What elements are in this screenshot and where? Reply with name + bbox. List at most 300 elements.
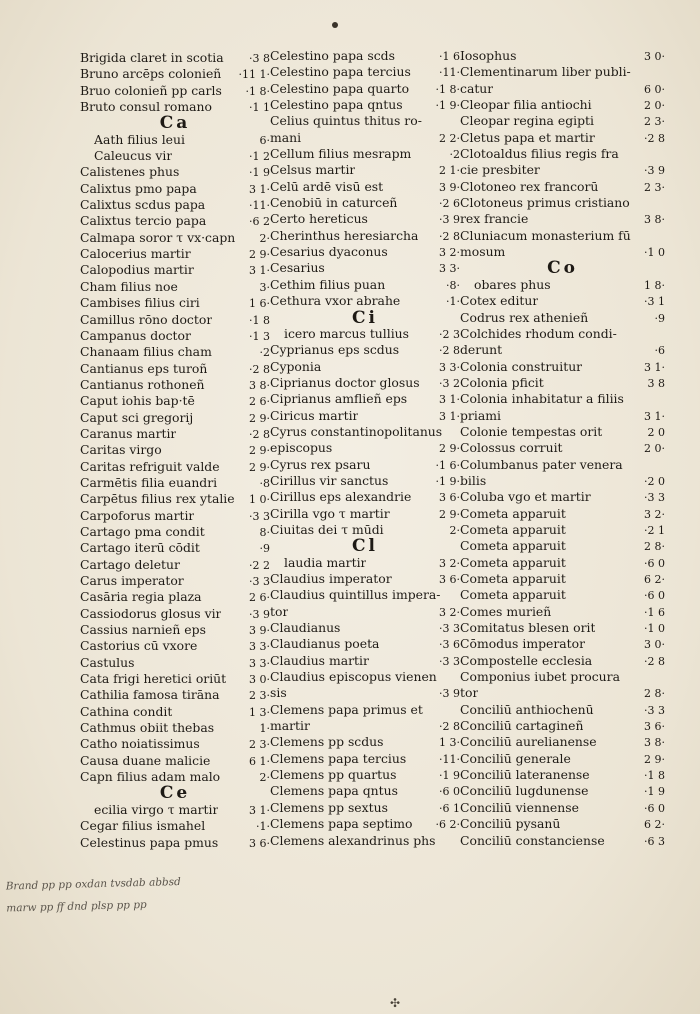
index-entry: [460, 489, 665, 505]
index-entry: [460, 620, 665, 636]
entry-reference: ·3 3: [439, 654, 460, 668]
index-entry: [270, 457, 460, 473]
section-heading: [460, 260, 665, 276]
entry-name: Cellum filius mesrapm: [270, 146, 412, 162]
entry-name: Cleopar regina egipti: [460, 113, 594, 129]
index-entry: [270, 179, 460, 195]
entry-reference: ·2 2: [249, 558, 270, 572]
entry-reference: 2 3·: [249, 738, 270, 752]
index-entry: [80, 704, 270, 720]
entry-name: Cegar filius ismahel: [80, 818, 206, 834]
entry-name: Cathina condit: [80, 703, 173, 719]
index-entry: [80, 279, 270, 295]
index-entry: [460, 751, 665, 767]
entry-name: Conciliū anthiochenū: [460, 701, 594, 717]
entry-name: Camillus rōno doctor: [80, 311, 213, 327]
index-entry: [80, 671, 270, 687]
index-entry: [80, 491, 270, 507]
entry-reference: 3 9·: [249, 624, 270, 638]
entry-reference: 6·: [259, 133, 270, 147]
index-entry: [460, 538, 665, 554]
index-entry: [270, 669, 460, 685]
index-entry: [460, 604, 665, 620]
section-heading-text: Ci: [352, 309, 378, 326]
index-entry: [270, 97, 460, 113]
entry-reference: ·3 9: [644, 164, 665, 178]
index-entry: [460, 130, 665, 146]
index-entry: [80, 769, 270, 785]
index-entry: [460, 522, 665, 538]
entry-name: Cethura vxor abrahe: [270, 293, 401, 309]
entry-name: cie presbiter: [460, 162, 540, 178]
entry-reference: ·1 8: [249, 313, 270, 327]
index-entry: [80, 622, 270, 638]
entry-name: Bruo colonieñ pp carls: [80, 82, 222, 98]
entry-reference: 3 3·: [439, 360, 460, 374]
index-column-2: [270, 48, 460, 849]
entry-reference: 3 8·: [644, 736, 665, 750]
entry-reference: ·3 3: [249, 509, 270, 523]
entry-reference: 2 9·: [249, 444, 270, 458]
entry-reference: 1 3·: [249, 705, 270, 719]
index-entry: [80, 132, 270, 148]
entry-reference: 2 9·: [249, 248, 270, 262]
entry-name: Campanus doctor: [80, 327, 191, 343]
entry-name: Componius iubet procura: [460, 669, 620, 685]
entry-name: ecilia virgo τ martir: [94, 801, 219, 817]
entry-name: Cirillus vir sanctus: [270, 472, 389, 488]
index-entry: [270, 702, 460, 718]
entry-reference: 3 1·: [439, 409, 460, 423]
index-entry: [80, 262, 270, 278]
entry-name: Cometa apparuit: [460, 554, 566, 570]
entry-reference: 2 9·: [249, 460, 270, 474]
entry-name: Bruno arcēps colonieñ: [80, 66, 222, 82]
index-entry: [80, 197, 270, 213]
entry-name: tor: [270, 603, 289, 619]
index-column-1: [80, 50, 270, 851]
index-entry: [80, 393, 270, 409]
entry-reference: ·2 8: [644, 654, 665, 668]
entry-name: Cesarius dyaconus: [270, 244, 388, 260]
index-entry: [270, 342, 460, 358]
entry-reference: ·2 8: [249, 362, 270, 376]
index-entry: [270, 375, 460, 391]
entry-reference: ·6 2·: [435, 818, 460, 832]
entry-name: Cometa apparuit: [460, 587, 566, 603]
entry-name: Cyprianus eps scdus: [270, 342, 400, 358]
index-entry: [80, 295, 270, 311]
index-entry: [80, 312, 270, 328]
index-entry: [460, 97, 665, 113]
entry-name: Cartago iterū cōdit: [80, 540, 200, 556]
entry-name: Capn filius adam malo: [80, 769, 221, 785]
entry-reference: ·3 3: [644, 703, 665, 717]
entry-name: Cletus papa et martir: [460, 129, 595, 145]
entry-reference: ·3 3: [644, 491, 665, 505]
section-heading: [80, 115, 270, 131]
entry-name: Calixtus scdus papa: [80, 197, 206, 213]
entry-name: Cata frigi heretici oriūt: [80, 671, 227, 687]
index-entry: [270, 620, 460, 636]
index-entry: [80, 148, 270, 164]
entry-reference: ·2: [259, 346, 270, 360]
index-entry: [270, 130, 460, 146]
index-entry: [270, 587, 460, 603]
entry-reference: ·6 0: [439, 785, 460, 799]
entry-name: Colonia construitur: [460, 358, 583, 374]
entry-reference: ·3 9: [439, 213, 460, 227]
entry-reference: ·1·: [256, 820, 270, 834]
entry-name: derunt: [460, 342, 503, 358]
entry-name: Cometa apparuit: [460, 521, 566, 537]
entry-name: Ciuitas dei τ mūdi: [270, 521, 384, 537]
index-entry: [460, 767, 665, 783]
entry-reference: 3 9·: [439, 180, 460, 194]
entry-name: Cathilia famosa tirāna: [80, 687, 220, 703]
entry-reference: 1 6·: [249, 297, 270, 311]
entry-reference: ·6: [654, 344, 665, 358]
entry-name: Bruto consul romano: [80, 99, 212, 115]
section-heading-text: Ca: [159, 115, 191, 132]
index-entry: [80, 361, 270, 377]
entry-reference: ·11·: [249, 199, 270, 213]
entry-name: Cesarius: [270, 260, 325, 276]
index-entry: [270, 767, 460, 783]
entry-name: Certo hereticus: [270, 211, 368, 227]
entry-name: rex francie: [460, 211, 529, 227]
handwritten-marginal-notes: [5, 868, 276, 919]
index-entry: [460, 408, 665, 424]
entry-reference: 8·: [259, 525, 270, 539]
index-entry: [460, 636, 665, 652]
entry-reference: ·6 0: [644, 589, 665, 603]
index-entry: [270, 833, 460, 849]
entry-reference: 3 3·: [249, 656, 270, 670]
entry-name: Celestinus papa pmus: [80, 834, 219, 850]
entry-reference: 3 6·: [439, 491, 460, 505]
entry-reference: 3 2·: [439, 605, 460, 619]
entry-name: Cyrus constantinopolitanus: [270, 423, 443, 439]
index-entry: [270, 244, 460, 260]
index-entry: [270, 636, 460, 652]
entry-name: Cyrus rex psaru: [270, 456, 371, 472]
entry-name: Clemens papa tercius: [270, 750, 407, 766]
entry-reference: ·2 0: [644, 474, 665, 488]
entry-name: Cartago deletur: [80, 556, 180, 572]
index-entry: [270, 277, 460, 293]
entry-name: Caput iohis bap·tē: [80, 393, 195, 409]
entry-reference: ·3 6: [439, 638, 460, 652]
entry-reference: ·2 8: [439, 229, 460, 243]
note-line-1: Brand pp pp oxdan tvsdab abbsd: [5, 875, 181, 893]
entry-name: Casāria regia plaza: [80, 589, 202, 605]
entry-reference: ·1 6: [439, 50, 460, 63]
entry-reference: 1·: [259, 722, 270, 736]
index-entry: [460, 310, 665, 326]
entry-name: Celestino papa quarto: [270, 80, 410, 96]
section-heading-text: Cl: [352, 538, 378, 555]
index-entry: [80, 835, 270, 851]
entry-name: Ciprianus amflieñ eps: [270, 391, 408, 407]
entry-name: Ciprianus doctor glosus: [270, 374, 420, 390]
index-entry: [460, 424, 665, 440]
entry-reference: 2 2·: [439, 131, 460, 145]
entry-reference: 2 0·: [644, 99, 665, 113]
entry-reference: ·2 3: [439, 327, 460, 341]
index-entry: [80, 687, 270, 703]
entry-reference: ·2: [449, 148, 460, 162]
index-entry: [270, 783, 460, 799]
index-entry: [80, 83, 270, 99]
entry-name: Cōmodus imperator: [460, 636, 586, 652]
index-entry: [270, 359, 460, 375]
index-entry: [270, 408, 460, 424]
index-entry: [80, 164, 270, 180]
entry-reference: ·1 9: [644, 785, 665, 799]
entry-name: Cyponia: [270, 358, 322, 374]
entry-name: Cometa apparuit: [460, 538, 566, 554]
index-entry: [460, 48, 665, 64]
index-entry: [80, 344, 270, 360]
entry-name: Celestino papa qntus: [270, 97, 403, 113]
entry-name: Clemens pp sextus: [270, 799, 388, 815]
index-entry: [270, 195, 460, 211]
entry-name: obares phus: [474, 276, 551, 292]
entry-reference: ·1 9·: [435, 474, 460, 488]
entry-name: Celestino papa tercius: [270, 64, 411, 80]
entry-reference: ·2 8: [439, 344, 460, 358]
entry-name: mani: [270, 129, 302, 145]
index-entry: [460, 571, 665, 587]
index-entry: [270, 162, 460, 178]
section-heading: [80, 785, 270, 801]
entry-name: Columbanus pater venera: [460, 456, 623, 472]
index-entry: [460, 800, 665, 816]
entry-reference: ·1 2: [249, 150, 270, 164]
entry-reference: 2 3·: [644, 115, 665, 129]
index-entry: [80, 410, 270, 426]
entry-reference: ·9: [654, 311, 665, 325]
entry-name: Claudius imperator: [270, 571, 392, 586]
entry-name: Colossus corruit: [460, 440, 563, 456]
index-entry: [270, 506, 460, 522]
entry-reference: ·1 6·: [435, 458, 460, 472]
entry-name: Clemens alexandrinus phs: [270, 832, 436, 848]
entry-reference: ·3 3: [439, 622, 460, 636]
entry-reference: ·1 0: [644, 246, 665, 260]
index-entry: [270, 522, 460, 538]
index-entry: [460, 702, 665, 718]
entry-name: Clementinarum liber publi-: [460, 64, 631, 80]
entry-reference: ·1 1: [249, 101, 270, 115]
entry-reference: ·3 2: [439, 376, 460, 390]
entry-name: Claudius episcopus vienen: [270, 669, 437, 685]
entry-name: priami: [460, 407, 501, 423]
entry-name: Cartago pma condit: [80, 523, 205, 539]
entry-name: Cassius narnieñ eps: [80, 622, 206, 638]
index-entry: [270, 293, 460, 309]
entry-name: Cenobiū in caturceñ: [270, 195, 398, 211]
index-entry: [460, 81, 665, 97]
index-entry: [460, 653, 665, 669]
entry-name: Cometa apparuit: [460, 505, 566, 521]
entry-reference: ·3 9: [439, 687, 460, 701]
index-entry: [270, 751, 460, 767]
entry-name: Carus imperator: [80, 573, 184, 588]
index-entry: [460, 195, 665, 211]
entry-name: Conciliū generale: [460, 750, 571, 766]
entry-reference: 3 0·: [644, 638, 665, 652]
index-entry: [460, 326, 665, 342]
index-entry: [460, 391, 665, 407]
entry-name: Calopodius martir: [80, 262, 194, 278]
entry-reference: 2 9·: [249, 411, 270, 425]
entry-name: Colonia inhabitatur a filiis: [460, 391, 624, 407]
index-entry: [80, 818, 270, 834]
entry-reference: 6 2·: [644, 573, 665, 586]
entry-name: Cham filius noe: [80, 278, 178, 294]
entry-name: Chanaam filius cham: [80, 344, 212, 360]
entry-name: Carpoforus martir: [80, 507, 195, 523]
entry-name: Calixtus pmo papa: [80, 180, 197, 196]
index-entry: [460, 277, 665, 293]
entry-reference: ·6 3: [644, 834, 665, 848]
index-entry: [80, 589, 270, 605]
entry-name: catur: [460, 80, 494, 96]
index-entry: [460, 146, 665, 162]
entry-reference: 3 8: [647, 376, 665, 390]
index-entry: [460, 587, 665, 603]
entry-reference: ·8·: [446, 278, 460, 292]
index-entry: [460, 179, 665, 195]
entry-name: Cathmus obiit thebas: [80, 720, 215, 736]
entry-name: Comitatus blesen orit: [460, 620, 596, 636]
entry-name: Ciricus martir: [270, 407, 359, 423]
entry-name: Celestino papa scds: [270, 48, 395, 63]
index-entry: [80, 50, 270, 66]
index-entry: [80, 181, 270, 197]
entry-reference: 2·: [259, 231, 270, 245]
entry-name: Compostelle ecclesia: [460, 652, 593, 668]
index-entry: [460, 113, 665, 129]
entry-name: Clotoneo rex francorū: [460, 178, 599, 194]
entry-reference: ·1 0: [644, 622, 665, 636]
entry-name: Celū ardē visū est: [270, 178, 384, 194]
entry-name: Conciliū constanciense: [460, 832, 605, 848]
entry-reference: 3·: [259, 280, 270, 294]
entry-name: Calmapa soror τ vx·capn: [80, 229, 236, 245]
index-entry: [270, 653, 460, 669]
index-entry: [460, 293, 665, 309]
index-entry: [270, 64, 460, 80]
index-entry: [460, 555, 665, 571]
entry-reference: ·3 8: [249, 52, 270, 65]
entry-reference: ·1 9·: [435, 99, 460, 113]
index-entry: [80, 655, 270, 671]
index-entry: [460, 359, 665, 375]
index-entry: [80, 540, 270, 556]
entry-reference: 3 2·: [439, 246, 460, 260]
entry-reference: ·1 9: [439, 769, 460, 783]
index-entry: [80, 802, 270, 818]
entry-reference: ·9: [259, 542, 270, 556]
entry-reference: ·3 9: [249, 607, 270, 621]
entry-name: Calistenes phus: [80, 164, 180, 180]
index-entry: [460, 833, 665, 849]
index-entry: [270, 800, 460, 816]
entry-name: Claudius martir: [270, 652, 369, 668]
entry-reference: 2 3·: [249, 689, 270, 703]
entry-reference: ·11·: [439, 66, 460, 80]
entry-reference: ·11 1·: [238, 68, 270, 82]
entry-name: laudia martir: [284, 554, 367, 570]
entry-reference: 2 8·: [644, 687, 665, 701]
index-entry: [460, 734, 665, 750]
entry-name: Causa duane malicie: [80, 752, 211, 768]
entry-name: Cometa apparuit: [460, 571, 566, 586]
entry-name: Caleucus vir: [94, 148, 173, 164]
entry-name: Claudianus poeta: [270, 636, 380, 652]
entry-reference: 3 1·: [249, 182, 270, 196]
entry-name: Cirilla vgo τ martir: [270, 505, 390, 521]
page-dot: [332, 22, 338, 28]
index-entry: [80, 524, 270, 540]
entry-reference: ·6 0: [644, 556, 665, 570]
entry-reference: 2 9·: [439, 507, 460, 521]
entry-name: sis: [270, 685, 287, 701]
entry-reference: 2·: [259, 771, 270, 785]
entry-reference: 2·: [449, 523, 460, 537]
entry-reference: ·3 3: [249, 575, 270, 588]
entry-name: Cassiodorus glosus vir: [80, 605, 222, 621]
entry-name: icero marcus tullius: [284, 325, 410, 341]
entry-name: bilis: [460, 472, 487, 488]
entry-reference: 2 6·: [249, 395, 270, 409]
index-entry: [270, 571, 460, 587]
entry-reference: ·2 1: [644, 523, 665, 537]
index-entry: [270, 604, 460, 620]
entry-reference: ·11·: [439, 752, 460, 766]
entry-reference: 2 0: [647, 425, 665, 439]
index-entry: [270, 113, 460, 129]
entry-name: Conciliū pysanū: [460, 816, 561, 832]
index-entry: [270, 260, 460, 276]
index-entry: [460, 457, 665, 473]
entry-reference: 3 2·: [439, 556, 460, 570]
entry-reference: 3 1·: [249, 264, 270, 278]
entry-name: Calocerius martir: [80, 246, 191, 262]
index-entry: [80, 720, 270, 736]
index-column-3: [460, 48, 665, 849]
index-entry: [80, 213, 270, 229]
entry-reference: ·1 8·: [435, 82, 460, 96]
entry-reference: ·1 9: [249, 166, 270, 180]
entry-name: Claudianus: [270, 620, 341, 636]
index-entry: [460, 375, 665, 391]
index-entry: [270, 81, 460, 97]
index-entry: [80, 442, 270, 458]
index-entry: [270, 146, 460, 162]
entry-name: Conciliū lugdunense: [460, 783, 589, 799]
index-entry: [80, 377, 270, 393]
index-entry: [270, 424, 460, 440]
entry-name: Catho noiatissimus: [80, 736, 200, 752]
index-entry: [80, 753, 270, 769]
index-entry: [460, 506, 665, 522]
index-entry: [80, 606, 270, 622]
entry-name: Clotoneus primus cristiano: [460, 195, 630, 211]
